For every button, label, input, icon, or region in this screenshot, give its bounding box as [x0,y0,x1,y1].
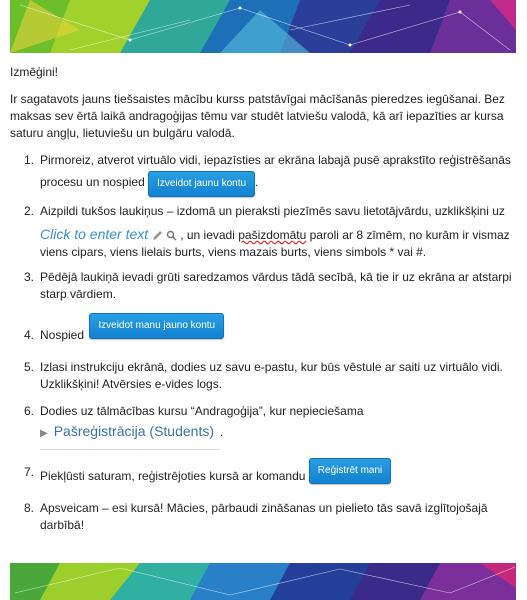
search-icon [166,230,177,241]
step-text: paroli ar 8 zīmēm, no kurām ir vismaz viens cipars, viens lielais burts, viens mazais burts, viens simbols * vai #. [40,228,510,259]
caret-right-icon: ▶ [40,427,48,439]
register-me-button[interactable]: Reģistrēt mani [309,458,391,484]
step-number: 4. [24,328,35,342]
step-text: Izlasi instrukciju ekrānā, dodies uz savu e-pastu, kur būs vēstule ar saiti uz virtuālo vidi. Uzklikšķini! Atvērsies e-vides logs. [40,359,503,391]
step-number: 8. [24,500,35,515]
step-number: 1. [24,153,35,167]
list-item [10,464,516,490]
step-text: Pirmoreiz, atverot virtuālo vidi, iepazīsties ar ekrāna labajā pusē aprakstīto reģistrēšanās procesu un nospied [40,153,511,190]
top-banner-image [10,0,516,53]
underlined-word: pašizdomātu [238,228,307,242]
step-text: Pēdējā laukiņā ievadi grūti saredzamos vārdus tādā secībā, kā tie ir uz ekrāna ar atstarpi starp vārdiem. [40,270,512,301]
create-new-account-button[interactable]: Izveidot jaunu kontu [148,171,255,197]
create-my-new-account-button[interactable]: Izveidot manu jauno kontu [89,313,224,339]
self-registration-link[interactable] [40,420,220,450]
step-text: Nospied [40,328,85,342]
list-item [10,152,516,197]
list-item [10,359,516,393]
list-item [10,403,516,450]
intro-paragraph: Ir sagatavots jauns tiešsaistes mācību kurss patstāvīgai mācīšanās pieredzes iegūšanai. Bez maksas sev ērtā laikā andragoģijas tēmu var studēt latviešu valodā, kā arī iepazīties ar kursa saturu angļu, lietuviešu un bulgāru valodā. [10,92,505,140]
step-number: 7. [24,464,35,479]
step-number: 5. [24,359,35,374]
step-number: 2. [24,204,35,218]
greeting: Izmēģini! [10,65,59,79]
step-text: Apsveicam – esi kursā! Mācies, pārbaudi zināšanas un pielieto tās savā izglītojošajā darbībā! [40,500,488,532]
bottom-banner-image [10,563,516,600]
pencil-icon [152,230,163,241]
step-number: 6. [24,403,35,418]
document-body [10,64,516,534]
list-item [10,269,516,303]
step-text: Aizpildi tukšos laukiņus – izdomā un pieraksti piezīmēs savu lietotājvārdu, uzklikšķini uz [40,204,505,218]
steps-list [10,152,516,534]
list-item [10,500,516,534]
self-registration-label: Pašreģistrācija (Students) [53,422,214,439]
list-item [10,317,516,349]
step-text: Piekļūsti saturam, reģistrējoties kursā ar komandu [40,469,306,483]
step-text: . [220,424,224,439]
step-text: . [255,175,259,190]
step-text: , un ievadi [180,228,235,242]
step-text: Dodies uz tālmācības kursu “Andragoģija”, kur nepieciešama [40,403,364,418]
step-number: 3. [24,270,35,284]
click-to-enter-text-field[interactable]: Click to enter text [40,226,149,242]
list-item [10,203,516,261]
